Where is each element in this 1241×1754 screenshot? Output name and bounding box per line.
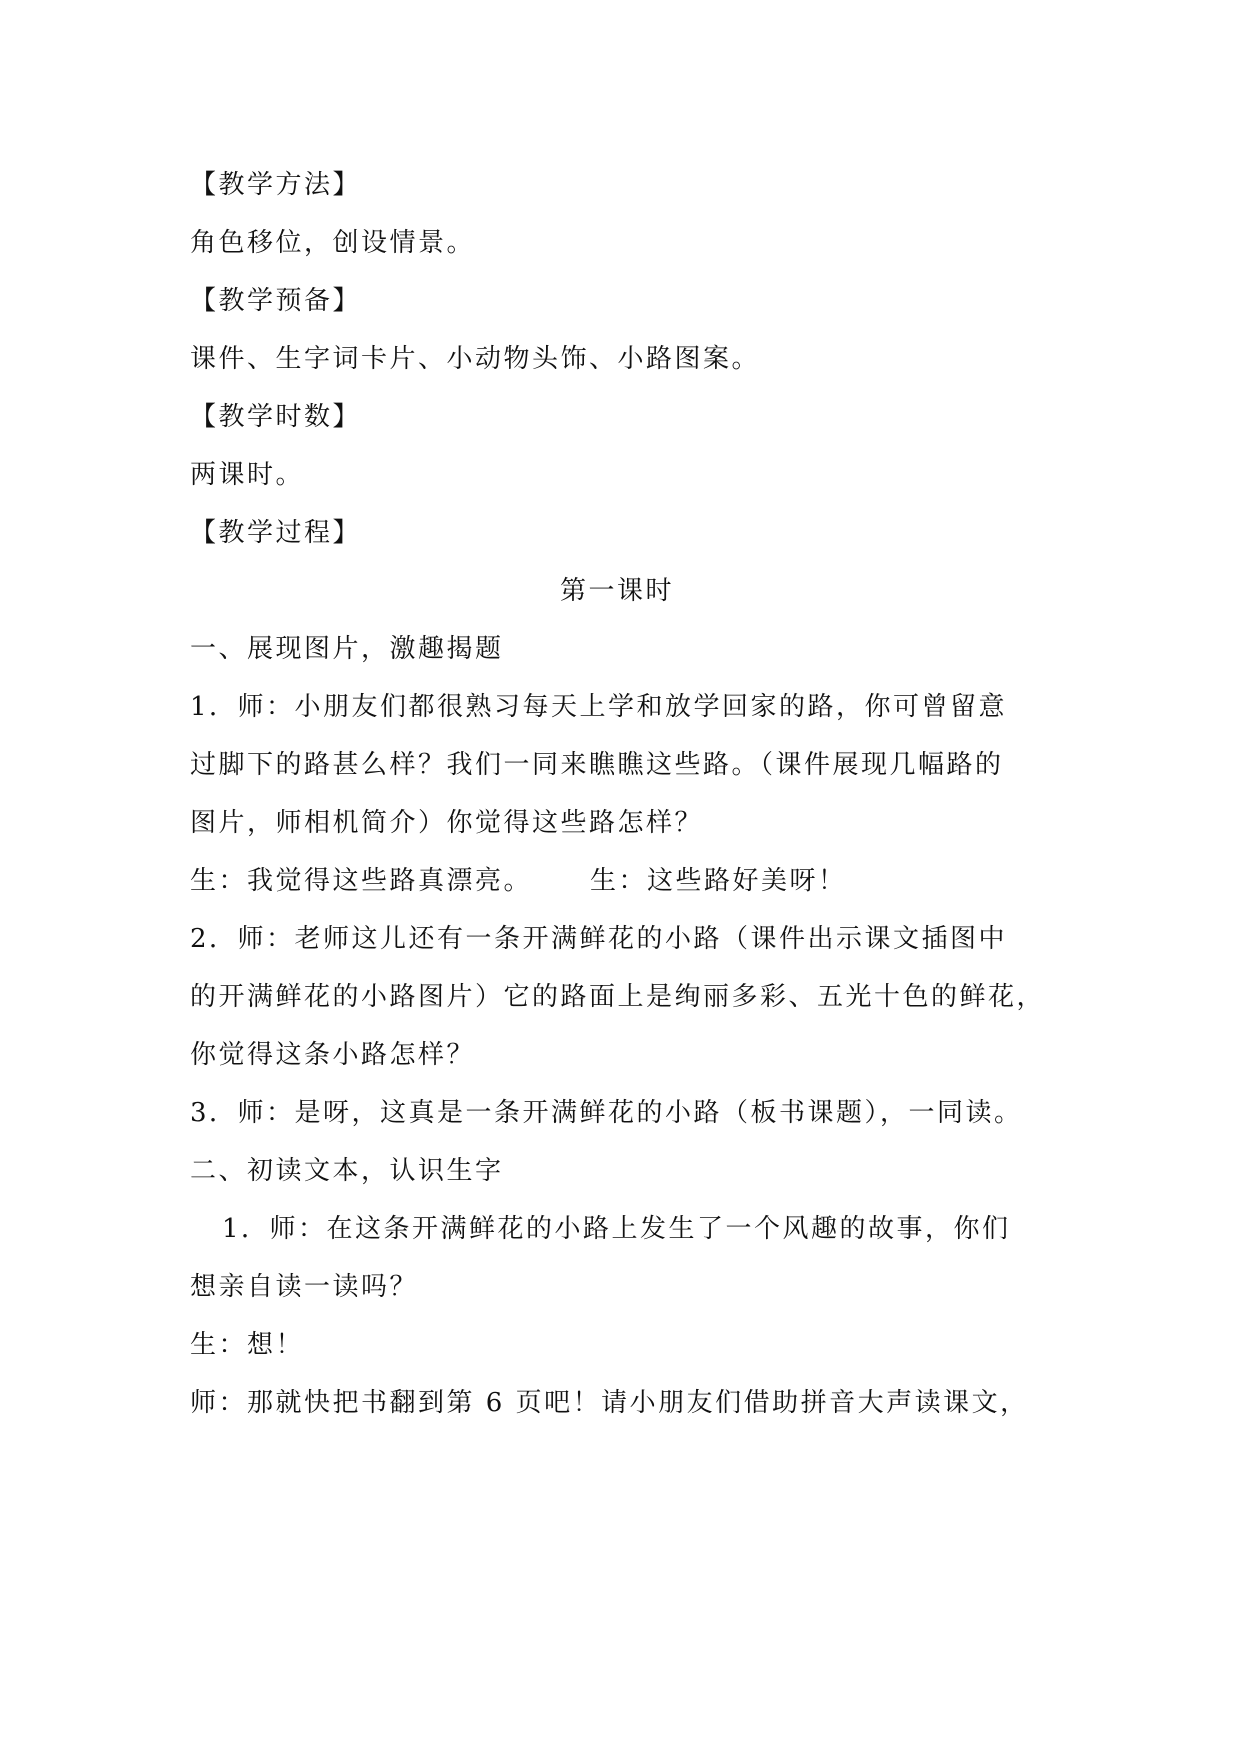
section-heading-process: 【教学过程】 [190, 518, 362, 548]
student-response-2: 生：这些路好美呀！ [590, 866, 847, 896]
paragraph-line: 3．师：是呀，这真是一条开满鲜花的小路（板书课题），一同读。 [190, 1098, 1023, 1128]
paragraph-line: 想亲自读一读吗？ [190, 1272, 419, 1302]
paragraph-line: 的开满鲜花的小路图片）它的路面上是绚丽多彩、五光十色的鲜花， [190, 982, 1046, 1012]
paragraph-line: 2．师：老师这儿还有一条开满鲜花的小路（课件出示课文插图中 [190, 924, 1008, 954]
student-dialogue-line [190, 864, 847, 898]
student-response-1: 生：我觉得这些路真漂亮。 [190, 866, 533, 896]
paragraph-line: 图片，师相机简介）你觉得这些路怎样？ [190, 808, 704, 838]
paragraph-line: 你觉得这条小路怎样？ [190, 1040, 476, 1070]
subheading-part-one: 一、展现图片，激趣揭题 [190, 634, 504, 664]
paragraph-preparation: 课件、生字词卡片、小动物头饰、小路图案。 [190, 344, 761, 374]
section-heading-lesson-count: 【教学时数】 [190, 402, 362, 432]
paragraph-line: 1．师：在这条开满鲜花的小路上发生了一个风趣的故事，你们 [222, 1214, 1011, 1244]
lesson-title: 第一课时 [560, 576, 675, 606]
paragraph-teaching-method: 角色移位，创设情景。 [190, 228, 476, 258]
paragraph-line: 过脚下的路甚么样？我们一同来瞧瞧这些路。（课件展现几幅路的 [190, 750, 1004, 780]
section-heading-preparation: 【教学预备】 [190, 286, 362, 316]
paragraph-lesson-count: 两课时。 [190, 460, 305, 490]
paragraph-line: 1．师：小朋友们都很熟习每天上学和放学回家的路，你可曾留意 [190, 692, 1008, 722]
section-heading-teaching-method: 【教学方法】 [190, 170, 362, 200]
subheading-part-two: 二、初读文本，认识生字 [190, 1156, 504, 1186]
paragraph-line: 师：那就快把书翻到第 6 页吧！请小朋友们借助拼音大声读课文， [190, 1388, 1029, 1418]
student-dialogue-line: 生：想！ [190, 1330, 305, 1360]
